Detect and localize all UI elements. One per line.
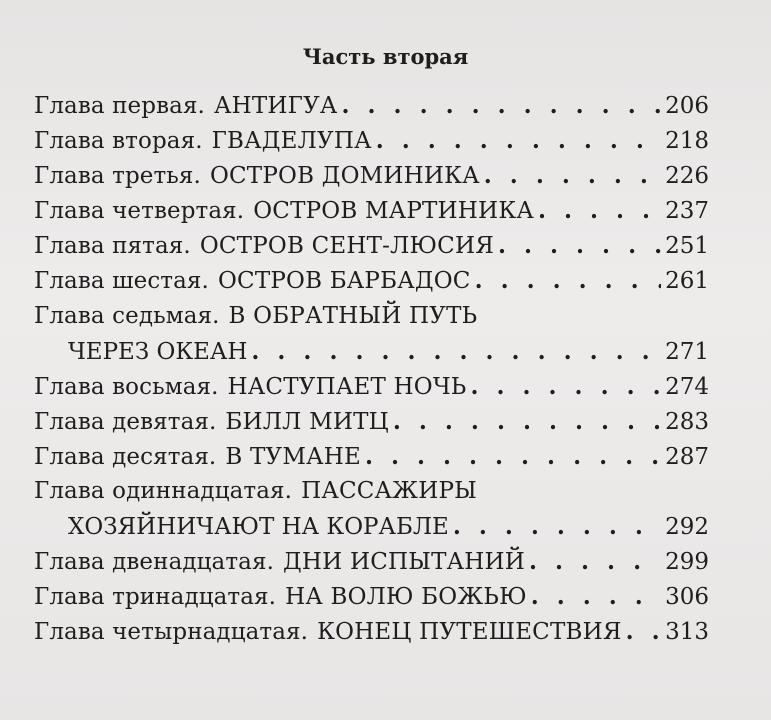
page-number: 306 [665,584,709,611]
page-number: 299 [665,549,709,576]
toc-entry [34,474,709,509]
chapter-title: КОНЕЦ ПУТЕШЕСТВИЯ [317,619,622,646]
toc-entry [34,404,709,439]
dot-leader [626,614,661,649]
page-number: 237 [665,198,709,225]
section-heading: Часть вторая [302,44,469,69]
chapter-prefix: Глава одиннадцатая. [34,478,293,505]
dot-leader [251,334,661,369]
page-number: 287 [665,443,709,470]
chapter-title: АНТИГУА [213,93,338,119]
page-number: 251 [665,233,709,260]
chapter-prefix: Глава двенадцатая. [34,549,275,576]
toc-entry [34,88,709,123]
chapter-title: ОСТРОВ ДОМИНИКА [209,163,480,190]
chapter-title: ОСТРОВ СЕНТ-ЛЮСИЯ [199,233,494,260]
toc-entry [34,544,709,579]
dot-leader [365,439,661,474]
dot-leader [471,369,662,404]
table-of-contents [34,88,709,650]
toc-entry [34,123,709,158]
toc-entry [34,439,709,474]
chapter-title: БИЛЛ МИТЦ [225,408,389,435]
chapter-title: ОСТРОВ БАРБАДОС [217,268,471,295]
chapter-prefix: Глава третья. [34,163,201,190]
page-number: 292 [665,514,709,541]
chapter-prefix: Глава четырнадцатая. [34,619,309,646]
dot-leader [498,228,661,263]
chapter-prefix: Глава седьмая. [34,302,220,329]
dot-leader [393,404,661,439]
chapter-title: ГВАДЕЛУПА [211,128,372,155]
toc-entry [34,369,709,404]
chapter-prefix: Глава четвертая. [34,198,245,225]
dot-leader [342,88,662,123]
dot-leader [475,263,662,298]
dot-leader [531,579,661,614]
chapter-prefix: Глава пятая. [34,233,191,260]
toc-entry [34,228,709,263]
page-number: 313 [665,619,709,646]
chapter-title: ДНИ ИСПЫТАНИЙ [283,549,526,576]
page-number: 283 [665,408,709,435]
page-number: 261 [665,268,709,295]
toc-entry-continuation [34,509,709,544]
chapter-title: В ОБРАТНЫЙ ПУТЬ [228,302,478,329]
page-number: 226 [665,163,709,190]
dot-leader [453,509,661,544]
chapter-prefix: Глава первая. [34,93,205,119]
chapter-prefix: Глава тринадцатая. [34,584,277,611]
toc-entry [34,263,709,298]
page-number: 218 [665,128,709,155]
toc-entry [34,579,709,614]
chapter-prefix: Глава вторая. [34,128,203,155]
chapter-prefix: Глава десятая. [34,443,217,470]
dot-leader [484,158,661,193]
chapter-title: НА ВОЛЮ БОЖЬЮ [285,584,527,611]
chapter-title: В ТУМАНЕ [225,443,361,470]
page-number: 274 [665,373,709,400]
toc-entry-continuation [34,334,709,369]
chapter-prefix: Глава восьмая. [34,373,219,400]
chapter-title-continuation: ЧЕРЕЗ ОКЕАН [68,338,248,365]
chapter-title: ОСТРОВ МАРТИНИКА [253,198,534,225]
toc-entry [34,158,709,193]
toc-entry [34,614,709,649]
page-number: 271 [665,338,709,365]
toc-entry [34,299,709,334]
chapter-prefix: Глава шестая. [34,268,209,295]
toc-entry [34,193,709,228]
dot-leader [529,544,661,579]
page-number: 206 [665,93,709,119]
dot-leader [538,193,661,228]
chapter-title-continuation: ХОЗЯЙНИЧАЮТ НА КОРАБЛЕ [68,514,449,541]
chapter-title: НАСТУПАЕТ НОЧЬ [227,373,467,400]
dot-leader [376,123,661,158]
chapter-prefix: Глава девятая. [34,408,217,435]
chapter-title: ПАССАЖИРЫ [301,478,477,505]
